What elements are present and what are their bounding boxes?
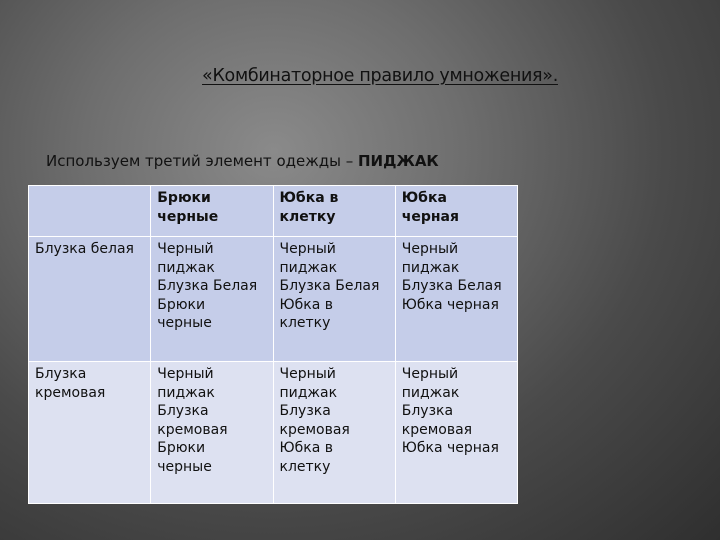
header-cell — [151, 186, 273, 237]
cell-text: Черный пиджак Блузка кремовая Юбка в клетку — [279, 366, 350, 475]
table-cell — [151, 237, 273, 362]
slide-title: «Комбинаторное правило умножения». — [202, 66, 558, 86]
cell-text: Черный пиджак Блузка кремовая Брюки черные — [157, 366, 228, 475]
row-label: Блузка кремовая — [35, 366, 106, 401]
slide-subtitle — [46, 152, 439, 170]
cell-text: Черный пиджак Блузка Белая Юбка в клетку — [279, 241, 380, 331]
table-row — [29, 362, 518, 504]
cell-text: Черный пиджак Блузка Белая Брюки черные — [157, 241, 258, 331]
cell-text: Черный пиджак Блузка кремовая Юбка черная — [401, 366, 499, 456]
header-cell — [395, 186, 517, 237]
combinations-table — [28, 185, 518, 504]
table-cell — [273, 237, 395, 362]
table-cell — [273, 362, 395, 504]
subtitle-emphasis: ПИДЖАК — [357, 152, 439, 170]
cell-text: Черный пиджак Блузка Белая Юбка черная — [401, 241, 502, 313]
row-label-cell — [29, 237, 151, 362]
table-cell — [395, 237, 517, 362]
table-header-row — [29, 186, 518, 237]
row-label: Блузка белая — [35, 241, 134, 257]
table-row — [29, 237, 518, 362]
header-label: Брюки черные — [157, 190, 219, 225]
row-label-cell — [29, 362, 151, 504]
table-cell — [151, 362, 273, 504]
header-label: Юбка черная — [401, 190, 459, 225]
header-cell-empty — [29, 186, 151, 237]
header-cell — [273, 186, 395, 237]
subtitle-text: Используем третий элемент одежды – — [46, 152, 358, 170]
header-label: Юбка в клетку — [279, 190, 339, 225]
table-cell — [395, 362, 517, 504]
